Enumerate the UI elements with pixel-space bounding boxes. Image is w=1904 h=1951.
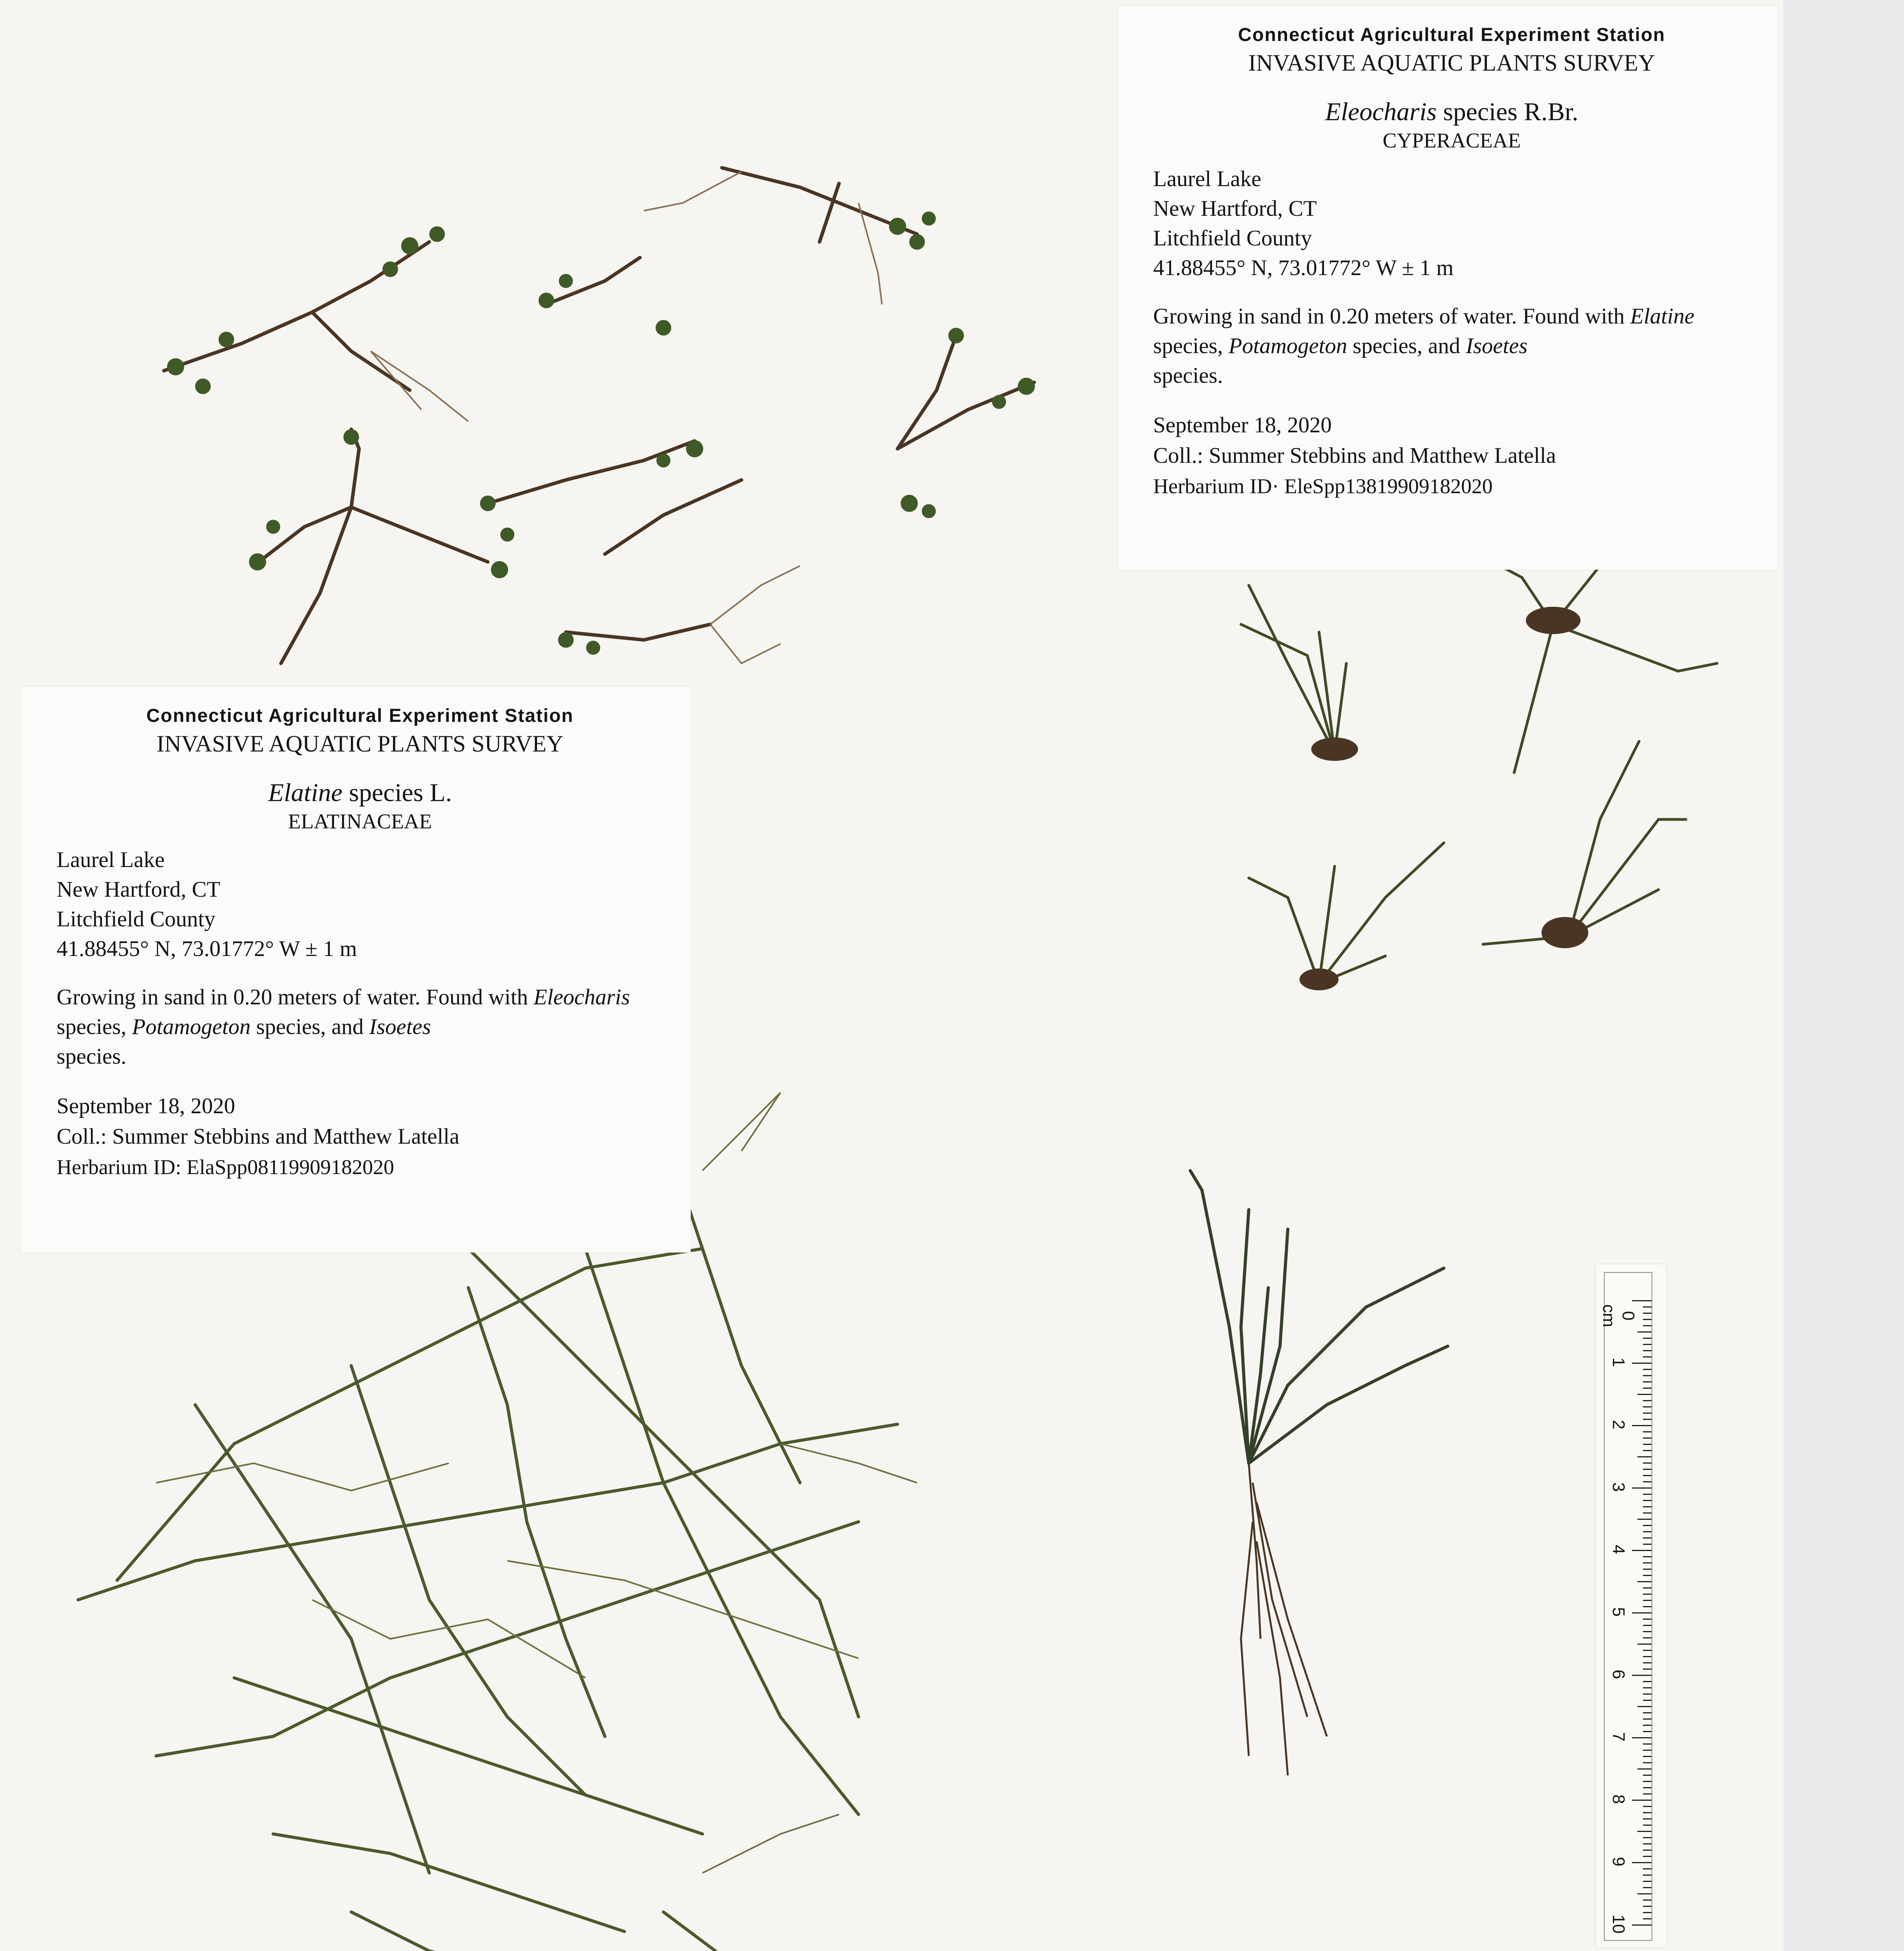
ruler-number: 7 — [1609, 1732, 1628, 1742]
herbarium-id: Herbarium ID: ElaSpp08119909182020 — [57, 1155, 394, 1179]
ruler-tick — [1643, 1700, 1652, 1701]
ruler-number: 9 — [1609, 1857, 1628, 1867]
ruler-tick — [1637, 1394, 1652, 1395]
ruler-tick — [1643, 1725, 1652, 1726]
ruler-tick — [1643, 1681, 1652, 1682]
ruler-tick — [1637, 1768, 1652, 1770]
ruler-tick — [1643, 1369, 1652, 1370]
ruler-tick — [1643, 1781, 1652, 1782]
ruler-tick — [1643, 1818, 1652, 1820]
ruler-tick — [1643, 1569, 1652, 1570]
ruler-number: 8 — [1609, 1794, 1628, 1804]
ruler-tick — [1637, 1456, 1652, 1457]
ruler-tick — [1643, 1594, 1652, 1595]
ruler-tick — [1643, 1606, 1652, 1607]
ruler-tick — [1632, 1363, 1652, 1364]
ruler-tick — [1643, 1494, 1652, 1495]
ruler-tick — [1643, 1906, 1652, 1907]
ruler-tick — [1643, 1562, 1652, 1564]
ruler-tick — [1643, 1537, 1652, 1539]
ruler-tick — [1643, 1650, 1652, 1651]
ruler-tick — [1643, 1843, 1652, 1844]
habitat-notes: Growing in sand in 0.20 meters of water. Found with Elatine species, Potamogeton species, and Isoetes species. — [1153, 304, 1694, 388]
ruler-tick — [1632, 1737, 1652, 1738]
ruler-tick — [1643, 1868, 1652, 1869]
ruler-tick — [1643, 1668, 1652, 1670]
ruler-tick — [1643, 1881, 1652, 1882]
ruler-tick — [1643, 1731, 1652, 1732]
ruler-tick — [1643, 1743, 1652, 1745]
ruler-tick — [1637, 1893, 1652, 1894]
ruler-tick — [1643, 1338, 1652, 1339]
ruler-tick — [1632, 1800, 1652, 1801]
ruler-number: 10 — [1609, 1914, 1628, 1934]
ruler-tick — [1643, 1388, 1652, 1389]
ruler-tick — [1643, 1631, 1652, 1632]
ruler-tick — [1643, 1556, 1652, 1557]
ruler-tick — [1643, 1462, 1652, 1464]
ruler-number: 1 — [1609, 1357, 1628, 1367]
eleocharis-label — [1118, 6, 1778, 570]
elatine-label — [21, 687, 691, 1253]
ruler-tick — [1643, 1912, 1652, 1913]
ruler-tick — [1643, 1775, 1652, 1776]
taxon-name: Eleocharis species R.Br. — [1325, 98, 1579, 126]
ruler-tick — [1643, 1656, 1652, 1657]
locality: Laurel Lake New Hartford, CT Litchfield County 41.88455° N, 73.01772° W ± 1 m — [57, 848, 357, 961]
ruler-tick — [1643, 1544, 1652, 1545]
elatine-specimen — [164, 168, 1034, 663]
ruler-tick — [1643, 1500, 1652, 1501]
ruler-number: 5 — [1609, 1607, 1628, 1617]
ruler-tick — [1643, 1444, 1652, 1445]
ruler-tick — [1643, 1887, 1652, 1888]
ruler-tick — [1632, 1425, 1652, 1426]
ruler-tick — [1643, 1693, 1652, 1695]
ruler-tick — [1643, 1712, 1652, 1713]
ruler-tick — [1643, 1400, 1652, 1401]
ruler-tick — [1643, 1750, 1652, 1751]
ruler-number: 4 — [1609, 1544, 1628, 1555]
ruler-tick — [1637, 1519, 1652, 1520]
family-name: CYPERACEAE — [1382, 129, 1521, 152]
ruler-tick — [1643, 1625, 1652, 1626]
ruler-number: 6 — [1609, 1669, 1628, 1679]
ruler-tick — [1632, 1300, 1652, 1301]
habitat-notes: Growing in sand in 0.20 meters of water. Found with Eleocharis species, Potamogeton species, and Isoetes species. — [57, 985, 630, 1069]
ruler-tick — [1637, 1331, 1652, 1333]
ruler-tick — [1632, 1550, 1652, 1551]
ruler-tick — [1643, 1600, 1652, 1601]
survey-title: INVASIVE AQUATIC PLANTS SURVEY — [156, 731, 564, 757]
ruler-tick — [1643, 1431, 1652, 1432]
ruler-tick — [1643, 1812, 1652, 1813]
ruler-tick — [1643, 1793, 1652, 1795]
ruler-tick — [1637, 1706, 1652, 1707]
eleocharis-specimen — [1241, 546, 1717, 983]
ruler-face — [1599, 1272, 1652, 1941]
ruler-tick — [1632, 1924, 1652, 1926]
ruler-tick — [1643, 1718, 1652, 1720]
ruler-tick — [1632, 1487, 1652, 1489]
potamogeton-specimen — [78, 1132, 898, 1951]
ruler-tick — [1643, 1762, 1652, 1763]
taxon-name: Elatine species L. — [268, 778, 452, 807]
scale-ruler — [1596, 1264, 1666, 1947]
isoetes-specimen — [1190, 1171, 1448, 1463]
ruler-tick — [1643, 1450, 1652, 1451]
ruler-tick — [1643, 1637, 1652, 1638]
ruler-tick — [1643, 1837, 1652, 1838]
ruler-tick — [1643, 1875, 1652, 1876]
ruler-tick — [1643, 1899, 1652, 1901]
ruler-tick — [1643, 1512, 1652, 1514]
ruler-tick — [1632, 1675, 1652, 1676]
ruler-tick — [1632, 1612, 1652, 1613]
herbarium-id: Herbarium ID· EleSpp13819909182020 — [1153, 474, 1493, 498]
family-name: ELATINACEAE — [288, 810, 432, 833]
ruler-tick — [1643, 1856, 1652, 1857]
org-name: Connecticut Agricultural Experiment Station — [1238, 25, 1666, 45]
ruler-tick — [1643, 1850, 1652, 1851]
ruler-tick — [1643, 1587, 1652, 1589]
ruler-tick — [1643, 1313, 1652, 1314]
ruler-tick — [1643, 1918, 1652, 1919]
ruler-tick — [1643, 1619, 1652, 1620]
ruler-tick — [1643, 1350, 1652, 1351]
ruler-tick — [1643, 1306, 1652, 1308]
ruler-number: 2 — [1609, 1420, 1628, 1430]
ruler-tick — [1643, 1806, 1652, 1807]
collection-date: September 18, 2020 — [1153, 413, 1332, 437]
ruler-tick — [1643, 1406, 1652, 1407]
ruler-tick — [1643, 1325, 1652, 1326]
ruler-tick — [1643, 1319, 1652, 1320]
ruler-number: 3 — [1609, 1482, 1628, 1492]
collectors: Coll.: Summer Stebbins and Matthew Latella — [1153, 443, 1556, 468]
ruler-tick — [1637, 1581, 1652, 1582]
ruler-number: 0 cm — [1599, 1304, 1638, 1327]
ruler-tick — [1643, 1419, 1652, 1420]
ruler-tick — [1643, 1381, 1652, 1382]
collectors: Coll.: Summer Stebbins and Matthew Latella — [57, 1124, 460, 1149]
ruler-tick — [1643, 1506, 1652, 1507]
ruler-tick — [1643, 1756, 1652, 1757]
ruler-tick — [1643, 1662, 1652, 1663]
ruler-tick — [1643, 1825, 1652, 1826]
ruler-tick — [1643, 1413, 1652, 1414]
ruler-tick — [1632, 1862, 1652, 1863]
ruler-tick — [1643, 1481, 1652, 1482]
ruler-tick — [1643, 1375, 1652, 1376]
ruler-tick — [1637, 1644, 1652, 1645]
ruler-tick — [1643, 1475, 1652, 1476]
ruler-tick — [1643, 1437, 1652, 1439]
ruler-tick — [1643, 1344, 1652, 1345]
ruler-tick — [1643, 1787, 1652, 1788]
locality: Laurel Lake New Hartford, CT Litchfield County 41.88455° N, 73.01772° W ± 1 m — [1153, 167, 1454, 280]
ruler-tick — [1643, 1356, 1652, 1358]
ruler-tick — [1643, 1469, 1652, 1470]
ruler-tick — [1643, 1525, 1652, 1526]
ruler-tick — [1643, 1687, 1652, 1688]
survey-title: INVASIVE AQUATIC PLANTS SURVEY — [1248, 50, 1655, 76]
collection-date: September 18, 2020 — [57, 1094, 235, 1118]
ruler-tick — [1643, 1575, 1652, 1576]
ruler-tick — [1643, 1531, 1652, 1532]
ruler-tick — [1637, 1831, 1652, 1832]
org-name: Connecticut Agricultural Experiment Station — [146, 705, 574, 726]
